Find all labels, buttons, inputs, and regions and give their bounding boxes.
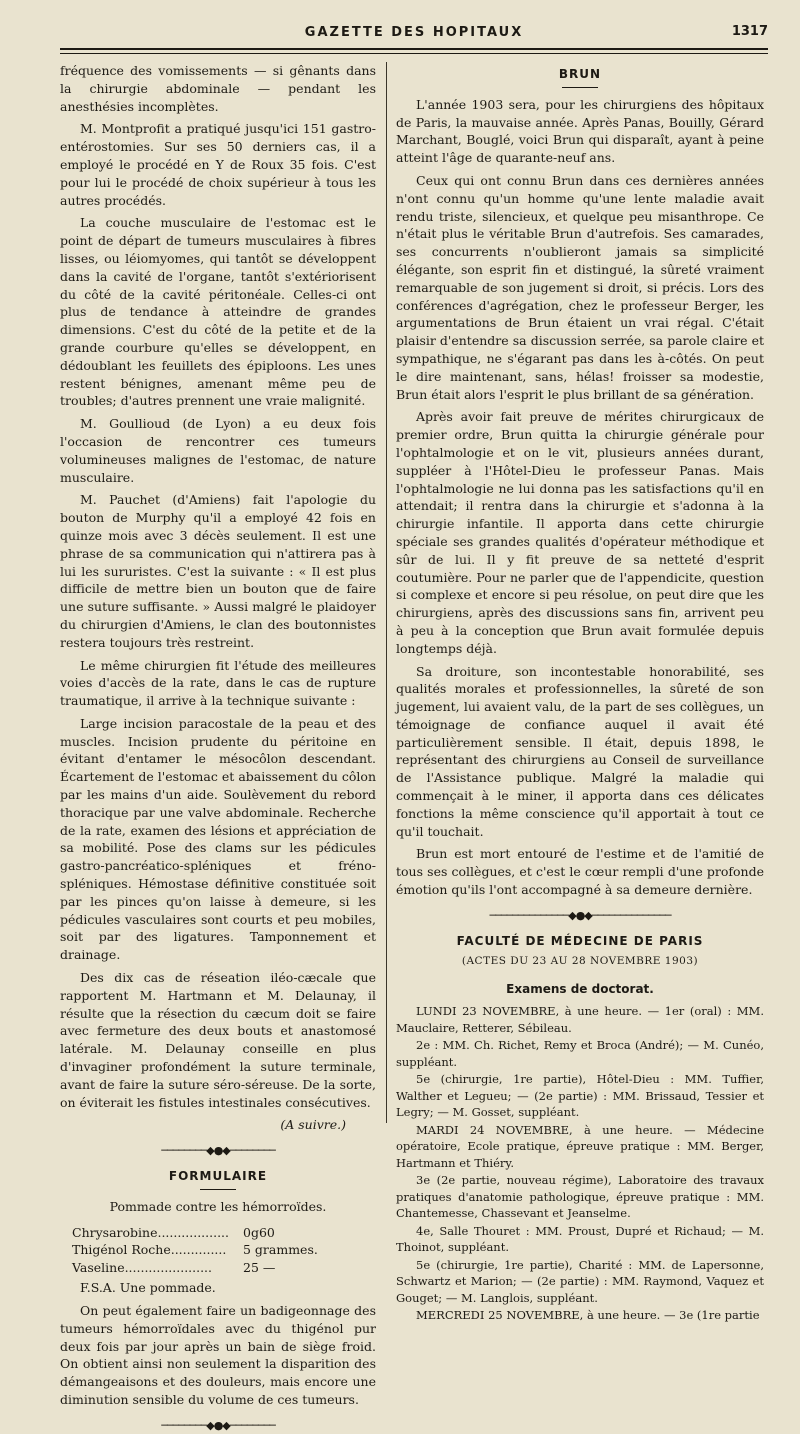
exam-heading: Examens de doctorat. — [506, 982, 654, 997]
paragraph: Ceux qui ont connu Brun dans ces dernières années n'ont connu qu'un homme qu'une lente maladie avait rendu triste, silencieux, et quelque peu misanthrope. Ce n'était plus le véritable Brun d'autrefois. Ses camarades, ses concurrents n'oublieront jamais sa simplicité élégante, son esprit fin et distingué, la sûreté vraiment remarquable de son jugement si droit, si précis. Lors des conférences d'agrégation, chez le professeur Berger, les argumentations de Brun étaient un vrai régal. C'était plaisir d'entendre sa discussion serrée, sa parole claire et sympathique, ne s'égarant pas dans les à-côtés. On peut le dire maintenant, sans, hélas! froisser sa modestie, Brun était alors l'esprit le plus brillant de sa génération. — [396, 172, 764, 402]
exam-entry: MERCREDI 25 NOVEMBRE, à une heure. — 3e (1re partie — [416, 1308, 760, 1323]
ingredient-name: Chrysarobine.................. — [72, 1224, 229, 1240]
ingredient-qty: 5 grammes. — [243, 1242, 318, 1258]
paragraph: Large incision paracostale de la peau et des muscles. Incision prudente du péritoine en évitant d'entamer le mésocôlon descendant. Écartement de l'estomac et abaissement du côlon par les mains d'un aide. Soulèvement du rebord thoracique par une valve abdominale. Recherche de la rate, examen des lésions et appréciation de sa mobilité. Pose des clams sur les pédicules gastro-pancréatico-spléniques et fréno-spléniques. Hémostase définitive constituée soit par les pinces qu'on laisse à demeure, si les pédicules vasculaires sont courts et peu mobiles, soit par des ligatures. Tamponnement et drainage. — [60, 715, 376, 963]
page-number: 1317 — [731, 24, 768, 39]
paragraph: Le même chirurgien fit l'étude des meilleures voies d'accès de la rate, dans le cas de rupture traumatique, il arrive à la technique suivante : — [60, 657, 376, 709]
paragraph: On peut également faire un badigeonnage des tumeurs hémorroïdales avec du thigénol pur deux fois par jour après un bain de siège froid. On obtient ainsi non seulement la disparition des démangeaisons et des douleurs, mais encore une diminution sensible du volume de ces tumeurs. — [60, 1302, 376, 1407]
brun-heading: BRUN — [558, 67, 602, 81]
exam-entry: LUNDI 23 NOVEMBRE, à une heure. — 1er (oral) : MM. Mauclaire, Retterer, Sébileau. — [396, 1004, 764, 1035]
recipe-row — [72, 1241, 318, 1259]
recipe-row — [72, 1224, 318, 1242]
paragraph: Après avoir fait preuve de mérites chirurgicaux de premier ordre, Brun quitta la chirurgie générale pour l'ophtalmologie et on le vit, plusieurs années durant, suppléer à l'Hôtel-Dieu le professeur Panas. Mais l'ophtalmologie ne lui donna pas les satisfactions qu'il en attendait; il rentra dans la chirurgie et s'adonna à la chirurgie infantile. Il apporta dans cette chirurgie spéciale ses grandes qualités d'opérateur méthodique et sûr de lui. Il y fit preuve de sa netteté d'esprit coutumière. Pour ne parler que de l'appendicite, question si complexe et encore si peu résolue, on peut dire que les chirurgiens, après des discussions sans fin, arrivent peu à peu à la conception que Brun avait formulée depuis longtemps déjà. — [396, 409, 764, 656]
section-divider: ────────◆●◆──────── — [161, 1144, 275, 1158]
section-divider: ────────◆●◆──────── — [161, 1418, 275, 1432]
to-be-continued: (A suivre.) — [280, 1117, 346, 1133]
exam-entry: 3e (2e partie, nouveau régime), Laboratoire des travaux pratiques d'anatomie pathologique, épreuve pratique : MM. Chantemesse, Chassevant et Jeanselme. — [396, 1173, 764, 1221]
column-divider — [386, 62, 387, 1123]
paragraph: M. Pauchet (d'Amiens) fait l'apologie du bouton de Murphy qu'il a employé 42 fois en quinze mois avec 3 décès seulement. Il est une phrase de sa communication qui n'attirera pas à lui les sururistes. C'est la suivante : « Il est plus difficile de mettre bien un bouton que de faire une suture suffisante. » Aussi malgré le plaidoyer du chirurgien d'Amiens, le clan des boutonnistes restera toujours très restreint. — [60, 492, 376, 650]
exam-entry: 5e (chirurgie, 1re partie), Charité : MM. de Lapersonne, Schwartz et Marion; — (2e partie) : MM. Raymond, Vaquez et Gouget; — M. Langlois, suppléant. — [396, 1257, 764, 1305]
paragraph: L'année 1903 sera, pour les chirurgiens des hôpitaux de Paris, la mauvaise année. Après Panas, Bouilly, Gérard Marchant, Bouglé, voici Brun qui disparaît, ayant à peine atteint l'âge de quarante-neuf ans. — [396, 96, 764, 166]
faculty-heading: FACULTÉ DE MÉDECINE DE PARIS — [456, 933, 704, 948]
exam-entry: 4e, Salle Thouret : MM. Proust, Dupré et Richaud; — M. Thoinot, suppléant. — [396, 1223, 764, 1255]
short-rule — [200, 1189, 236, 1190]
short-rule — [562, 87, 598, 88]
paragraph: Sa droiture, son incontestable honorabilité, ses qualités morales et professionnelles, la sûreté de son jugement, lui avaient valu, de la part de ses collègues, un témoignage de confiance auquel il avait été particulièrement sensible. Il était, depuis 1898, le représentant des chirurgiens au Conseil de surveillance de l'Assistance publique. Malgré la maladie qui commençait à le miner, il apporta dans ces délicates fonctions la même conscience qu'il apportait à tout ce qu'il touchait. — [396, 663, 764, 839]
paragraph: fréquence des vomissements — si gênants dans la chirurgie abdominale — pendant les anesthésies incomplètes. — [60, 63, 376, 114]
recipe-table — [72, 1224, 318, 1277]
paragraph: La couche musculaire de l'estomac est le point de départ de tumeurs musculaires à fibres lisses, ou léiomyomes, qui tantôt se développent dans la cavité de l'organe, tantôt s'extériorisent du côté de la cavité péritonéale. Celles-ci ont plus de tendance à atteindre de grandes dimensions. C'est du côté de la petite et de la grande courbure qu'elles se développent, en dédoublant les feuillets des épiploons. Les unes restent bénignes, amenant même peu de troubles; d'autres prennent une vraie malignité. — [60, 215, 376, 409]
running-title: GAZETTE DES HOPITAUX — [304, 25, 524, 40]
paragraph: M. Goullioud (de Lyon) a eu deux fois l'occasion de rencontrer ces tumeurs volumineuses malignes de l'estomac, de nature musculaire. — [60, 416, 376, 485]
ingredient-name: Thigénol Roche.............. — [72, 1242, 227, 1258]
exam-entry: 5e (chirurgie, 1re partie), Hôtel-Dieu : MM. Tuffier, Walther et Legueu; — (2e partie) : MM. Brissaud, Tessier et Legry; — M. Gosset, suppléant. — [396, 1072, 764, 1120]
ingredient-qty: 0g60 — [243, 1224, 275, 1240]
header-rule-thick — [60, 48, 768, 50]
paragraph: Des dix cas de réseation iléo-cæcale que rapportent M. Hartmann et M. Delaunay, il résulte que la résection du cæcum doit se faire avec fermeture des deux bouts et anastomosé latérale. M. Delaunay conseille en plus d'invaginer profondément la suture terminale, avant de faire la suture séro-séreuse. De la sorte, on éviterait les fistules intestinales consécutives. — [60, 970, 376, 1110]
faculty-dates: (ACTES DU 23 AU 28 NOVEMBRE 1903) — [461, 955, 699, 968]
right-column — [396, 62, 764, 1323]
ingredient-name: Vaseline...................... — [72, 1259, 213, 1275]
recipe-title: Pommade contre les hémorroïdes. — [109, 1198, 327, 1214]
section-divider: ──────────────◆●◆────────────── — [489, 908, 671, 922]
recipe-row — [72, 1259, 318, 1277]
exam-entry: 2e : MM. Ch. Richet, Remy et Broca (André); — M. Cunéo, suppléant. — [396, 1038, 764, 1069]
left-column — [60, 62, 376, 1432]
paragraph: M. Montprofit a pratiqué jusqu'ici 151 gastro-entérostomies. Sur ses 50 derniers cas, il a employé le procédé en Y de Roux 35 fois. C'est pour lui le procédé de choix supérieur à tous les autres procédés. — [60, 121, 376, 208]
paragraph: Brun est mort entouré de l'estime et de l'amitié de tous ses collègues, et c'est le cœur rempli d'une profonde émotion qu'ils l'ont accompagné à sa demeure dernière. — [396, 846, 764, 898]
recipe-note: F.S.A. Une pommade. — [80, 1280, 216, 1296]
formulaire-heading: FORMULAIRE — [168, 1169, 268, 1184]
header-rule-thin — [60, 53, 768, 54]
exam-entry: MARDI 24 NOVEMBRE, à une heure. — Médecine opératoire, Ecole pratique, épreuve pratique : MM. Berger, Hartmann et Thiéry. — [396, 1122, 764, 1170]
exam-listing — [396, 1003, 764, 1324]
ingredient-qty: 25 — — [243, 1259, 276, 1275]
page-header — [60, 24, 768, 44]
